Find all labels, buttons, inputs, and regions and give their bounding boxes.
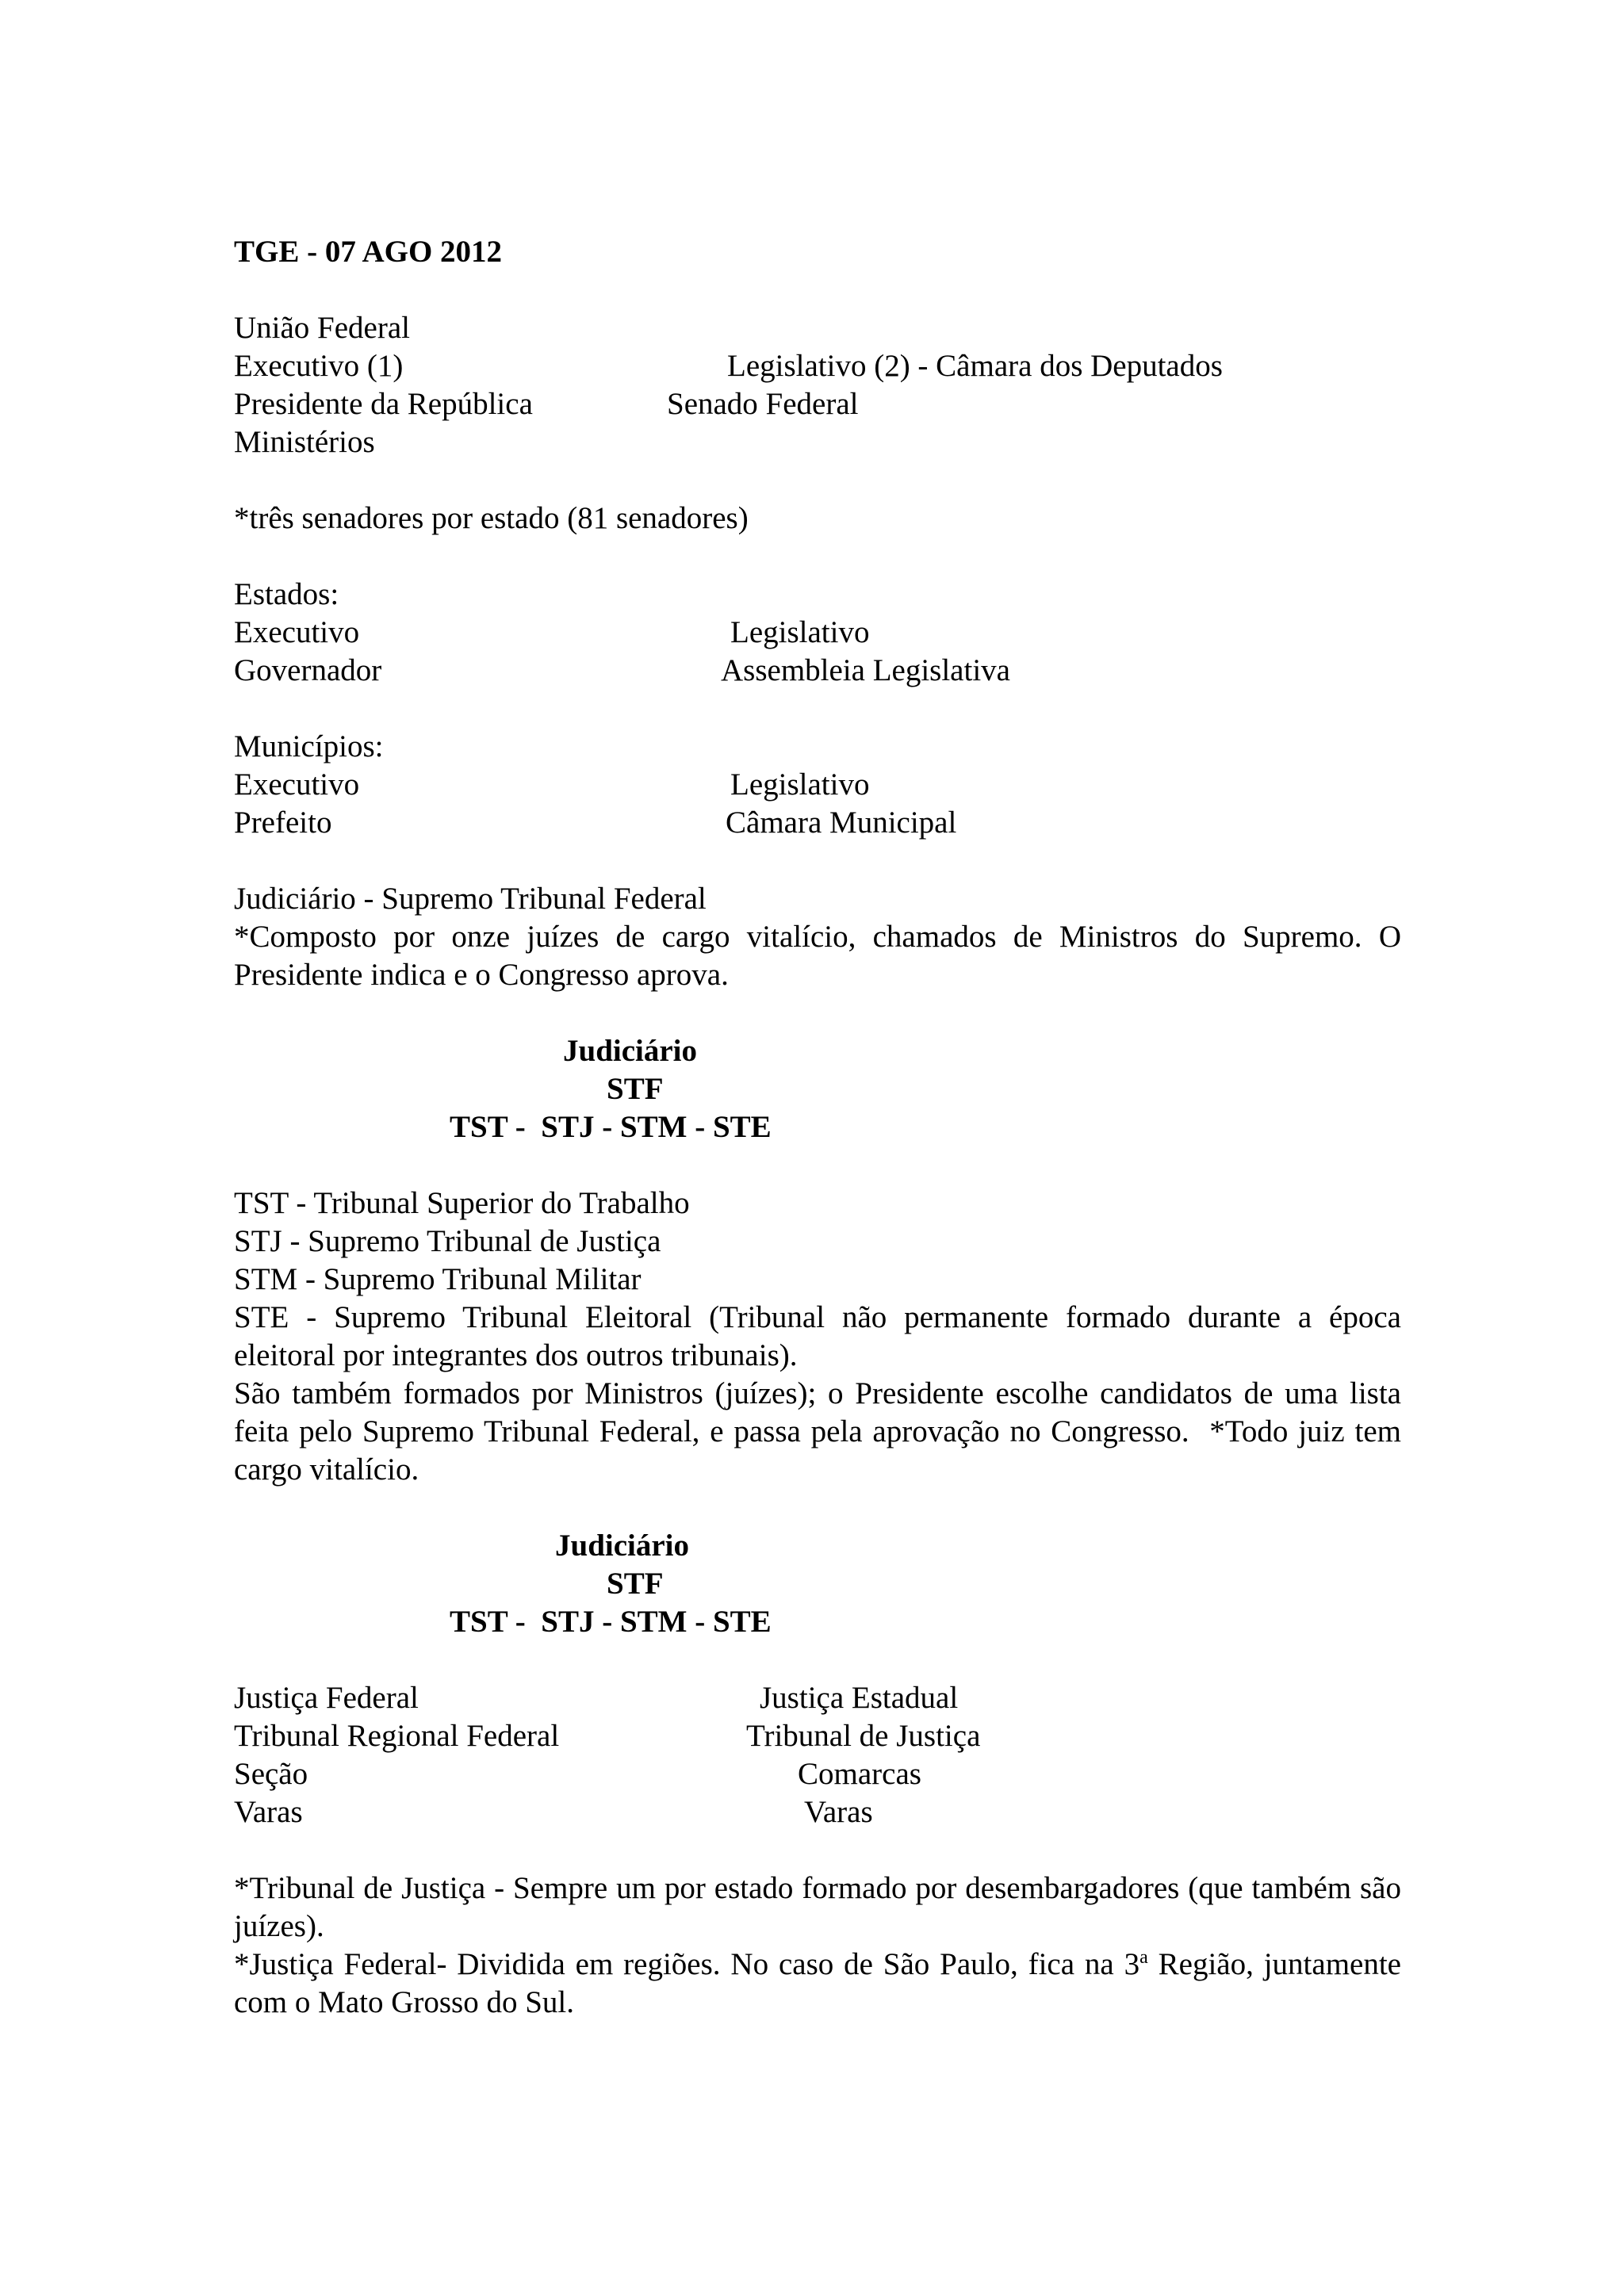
uniao-presidente: Presidente da República <box>234 387 533 421</box>
justica-federal-note-part2: Região, juntamente com o Mato Grosso do Sul. <box>234 1947 1401 2019</box>
uniao-legislativo: Legislativo (2) - Câmara dos Deputados <box>727 349 1223 383</box>
diagram2-tribunals: TST - STJ - STM - STE <box>450 1605 772 1639</box>
diagram1-judiciario: Judiciário <box>563 1034 698 1068</box>
tribunal-de-justica: Tribunal de Justiça <box>746 1719 981 1753</box>
definition-tst: TST - Tribunal Superior do Trabalho <box>234 1186 690 1220</box>
tribunal-justica-note: *Tribunal de Justiça - Sempre um por estado formado por desembargadores (que também são juízes). <box>234 1871 1401 1943</box>
estados-heading: Estados: <box>234 577 339 611</box>
justica-federal-note-part1: *Justiça Federal- Dividida em regiões. No caso de São Paulo, fica na 3 <box>234 1947 1140 1981</box>
diagram1-tribunals: TST - STJ - STM - STE <box>450 1110 772 1144</box>
uniao-executivo: Executivo (1) <box>234 349 404 383</box>
justica-federal: Justiça Federal <box>234 1681 419 1715</box>
ministros-paragraph: São também formados por Ministros (juízes); o Presidente escolhe candidatos de uma lista feita pelo Supremo Tribunal Federal, e passa pela aprovação no Congresso. *Todo juiz tem cargo vitalício. <box>234 1376 1409 1487</box>
ordinal-superscript: a <box>1139 1947 1148 1968</box>
estados-governador: Governador <box>234 653 382 687</box>
varas-federal: Varas <box>234 1795 303 1829</box>
diagram1-stf: STF <box>607 1072 664 1106</box>
municipios-legislativo: Legislativo <box>730 767 870 802</box>
diagram2-stf: STF <box>607 1567 664 1601</box>
municipios-executivo: Executivo <box>234 767 360 802</box>
justica-federal-note <box>234 1946 1401 2022</box>
varas-estadual: Varas <box>804 1795 873 1829</box>
municipios-camara: Câmara Municipal <box>726 806 957 840</box>
stf-composition-note: *Composto por onze juízes de cargo vitalício, chamados de Ministros do Supremo. O Presidente indica e o Congresso aprova. <box>234 920 1401 992</box>
definition-stm: STM - Supremo Tribunal Militar <box>234 1262 642 1296</box>
secao: Seção <box>234 1757 308 1791</box>
tribunal-regional-federal: Tribunal Regional Federal <box>234 1719 560 1753</box>
diagram2-judiciario: Judiciário <box>555 1529 690 1563</box>
estados-executivo: Executivo <box>234 615 360 649</box>
comarcas: Comarcas <box>798 1757 921 1791</box>
uniao-ministerios: Ministérios <box>234 425 375 459</box>
definition-ste: STE - Supremo Tribunal Eleitoral (Tribunal não permanente formado durante a época eleitoral por integrantes dos outros tribunais). <box>234 1300 1401 1372</box>
municipios-heading: Municípios: <box>234 729 384 763</box>
estados-assembleia: Assembleia Legislativa <box>721 653 1010 687</box>
definition-stj: STJ - Supremo Tribunal de Justiça <box>234 1224 661 1258</box>
senadores-note: *três senadores por estado (81 senadores) <box>234 501 749 535</box>
justica-estadual: Justiça Estadual <box>760 1681 959 1715</box>
estados-legislativo: Legislativo <box>730 615 870 649</box>
municipios-prefeito: Prefeito <box>234 806 332 840</box>
uniao-senado: Senado Federal <box>667 387 859 421</box>
judiciario-stf-line: Judiciário - Supremo Tribunal Federal <box>234 882 707 916</box>
uniao-heading: União Federal <box>234 311 411 345</box>
page-title: TGE - 07 AGO 2012 <box>234 235 503 269</box>
